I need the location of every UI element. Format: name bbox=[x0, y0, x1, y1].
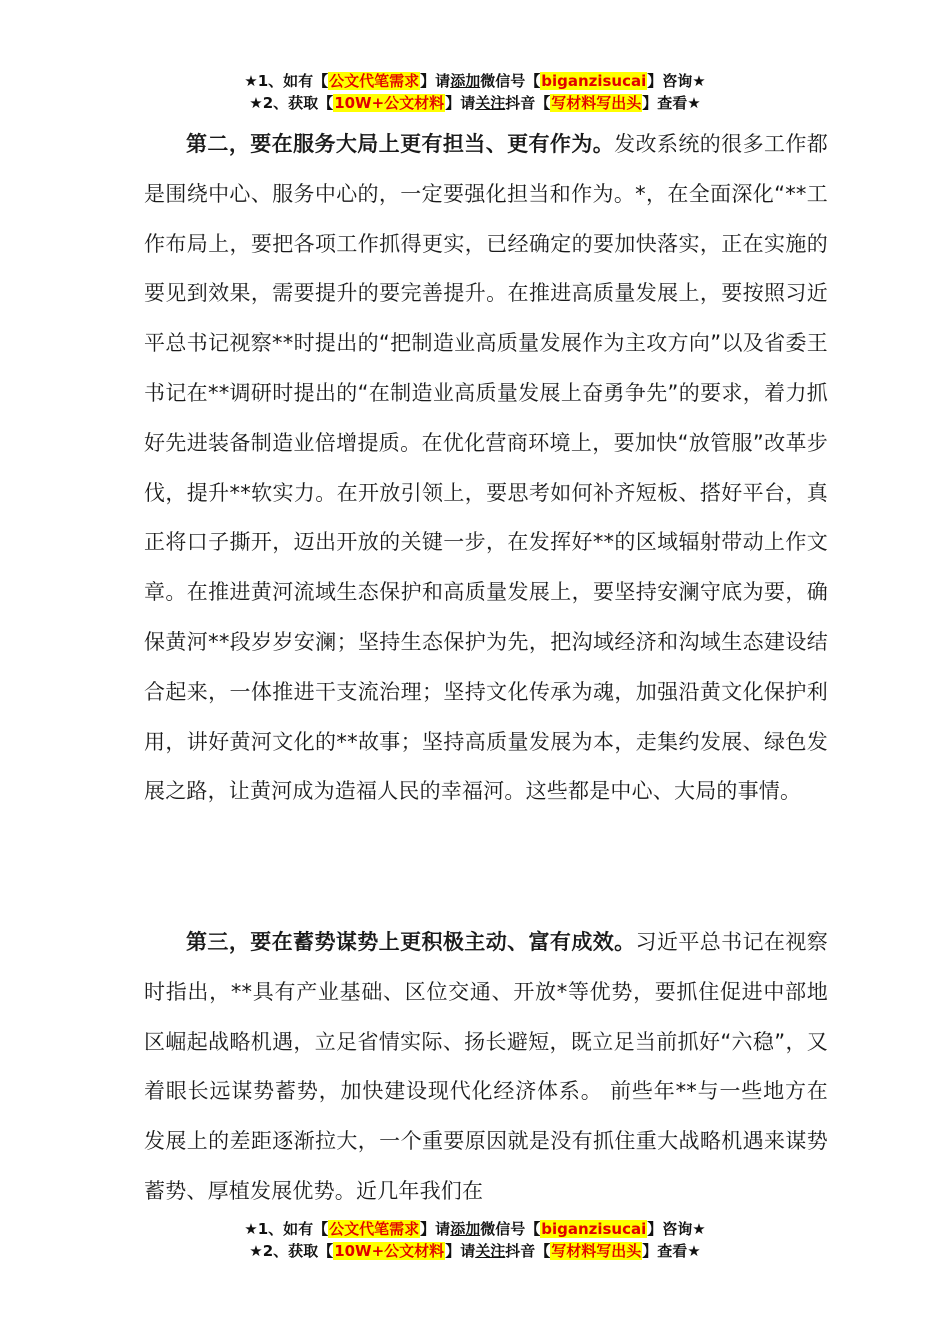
banner-text: 微信号【 bbox=[480, 1220, 541, 1238]
paragraph-body: 发改系统的很多工作都是围绕中心、服务中心的，一定要强化担当和作为。*，在全面深化“**工作布局上，要把各项工作抓得更实，已经确定的要加快落实，正在实施的要见到效果，需要提升的要完善提升。在推进高质量发展上，要按照习近平总书记视察**时提出的“把制造业高质量发展作为主攻方向”以及省委王书记在**调研时提出的“在制造业高质量发展上奋勇争先”的要求，着力抓好先进装备制造业倍增提质。在优化营商环境上，要加快“放管服”改革步伐，提升**软实力。在开放引领上，要思考如何补齐短板、搭好平台，真正将口子撕开，迈出开放的关键一步，在发挥好**的区域辐射带动上作文章。在推进黄河流域生态保护和高质量发展上，要坚持安澜守底为要，确保黄河**段岁岁安澜；坚持生态保护为先，把沟域经济和沟域生态建设结合起来，一体推进干支流治理；坚持文化传承为魂，加强沿黄文化保护利用，讲好黄河文化的**故事；坚持高质量发展为本，走集约发展、绿色发展之路，让黄河成为造福人民的幸福河。这些都是中心、大局的事情。 bbox=[144, 132, 829, 804]
paragraph-block bbox=[144, 918, 828, 1217]
banner-highlight: 写材料写出头 bbox=[551, 94, 642, 112]
banner-underlined-text: 添加 bbox=[450, 1220, 481, 1238]
banner-highlight: biganzisucai bbox=[541, 1220, 647, 1238]
banner-line-1 bbox=[0, 70, 950, 92]
banner-text: 】查看★ bbox=[642, 1242, 701, 1260]
paragraph bbox=[144, 918, 828, 1217]
banner-text: ★2、获取【 bbox=[249, 94, 334, 112]
banner-text: 】请 bbox=[445, 94, 476, 112]
banner-text: 】查看★ bbox=[642, 94, 701, 112]
header-banner bbox=[0, 70, 950, 114]
paragraph-body: 习近平总书记在视察时指出，**具有产业基础、区位交通、开放*等优势，要抓住促进中部地区崛起战略机遇，立足省情实际、扬长避短，既立足当前抓好“六稳”，又着眼长远谋势蓄势，加快建设现代化经济体系。 前些年**与一些地方在发展上的差距逐渐拉大，一个重要原因就是没有抓住重大战略机遇来谋势蓄势、厚植发展优势。近几年我们在 bbox=[144, 930, 828, 1203]
banner-text: 抖音【 bbox=[505, 1242, 551, 1260]
banner-text: 】请 bbox=[420, 72, 451, 90]
banner-text: ★2、获取【 bbox=[249, 1242, 334, 1260]
paragraph-lead: 第三，要在蓄势谋势上更积极主动、富有成效。 bbox=[186, 930, 636, 954]
paragraph-block bbox=[144, 120, 828, 817]
banner-highlight: 公文代笔需求 bbox=[329, 72, 420, 90]
banner-underlined-text: 添加 bbox=[450, 72, 481, 90]
banner-highlight: 10W+公文材料 bbox=[334, 1242, 445, 1260]
banner-text: 】请 bbox=[445, 1242, 476, 1260]
banner-highlight: 公文代笔需求 bbox=[329, 1220, 420, 1238]
banner-text: 抖音【 bbox=[505, 94, 551, 112]
banner-line-2 bbox=[0, 1240, 950, 1262]
banner-text: ★1、如有【 bbox=[244, 72, 329, 90]
banner-text: 】咨询★ bbox=[647, 72, 706, 90]
banner-underlined-text: 关注 bbox=[475, 1242, 506, 1260]
banner-text: 微信号【 bbox=[480, 72, 541, 90]
banner-text: 】请 bbox=[420, 1220, 451, 1238]
banner-text: 】咨询★ bbox=[647, 1220, 706, 1238]
banner-highlight: biganzisucai bbox=[541, 72, 647, 90]
banner-text: ★1、如有【 bbox=[244, 1220, 329, 1238]
banner-line-2 bbox=[0, 92, 950, 114]
footer-banner bbox=[0, 1218, 950, 1262]
banner-highlight: 写材料写出头 bbox=[551, 1242, 642, 1260]
banner-underlined-text: 关注 bbox=[475, 94, 506, 112]
banner-highlight: 10W+公文材料 bbox=[334, 94, 445, 112]
paragraph-lead: 第二，要在服务大局上更有担当、更有作为。 bbox=[186, 132, 615, 156]
banner-line-1 bbox=[0, 1218, 950, 1240]
paragraph bbox=[144, 120, 828, 817]
